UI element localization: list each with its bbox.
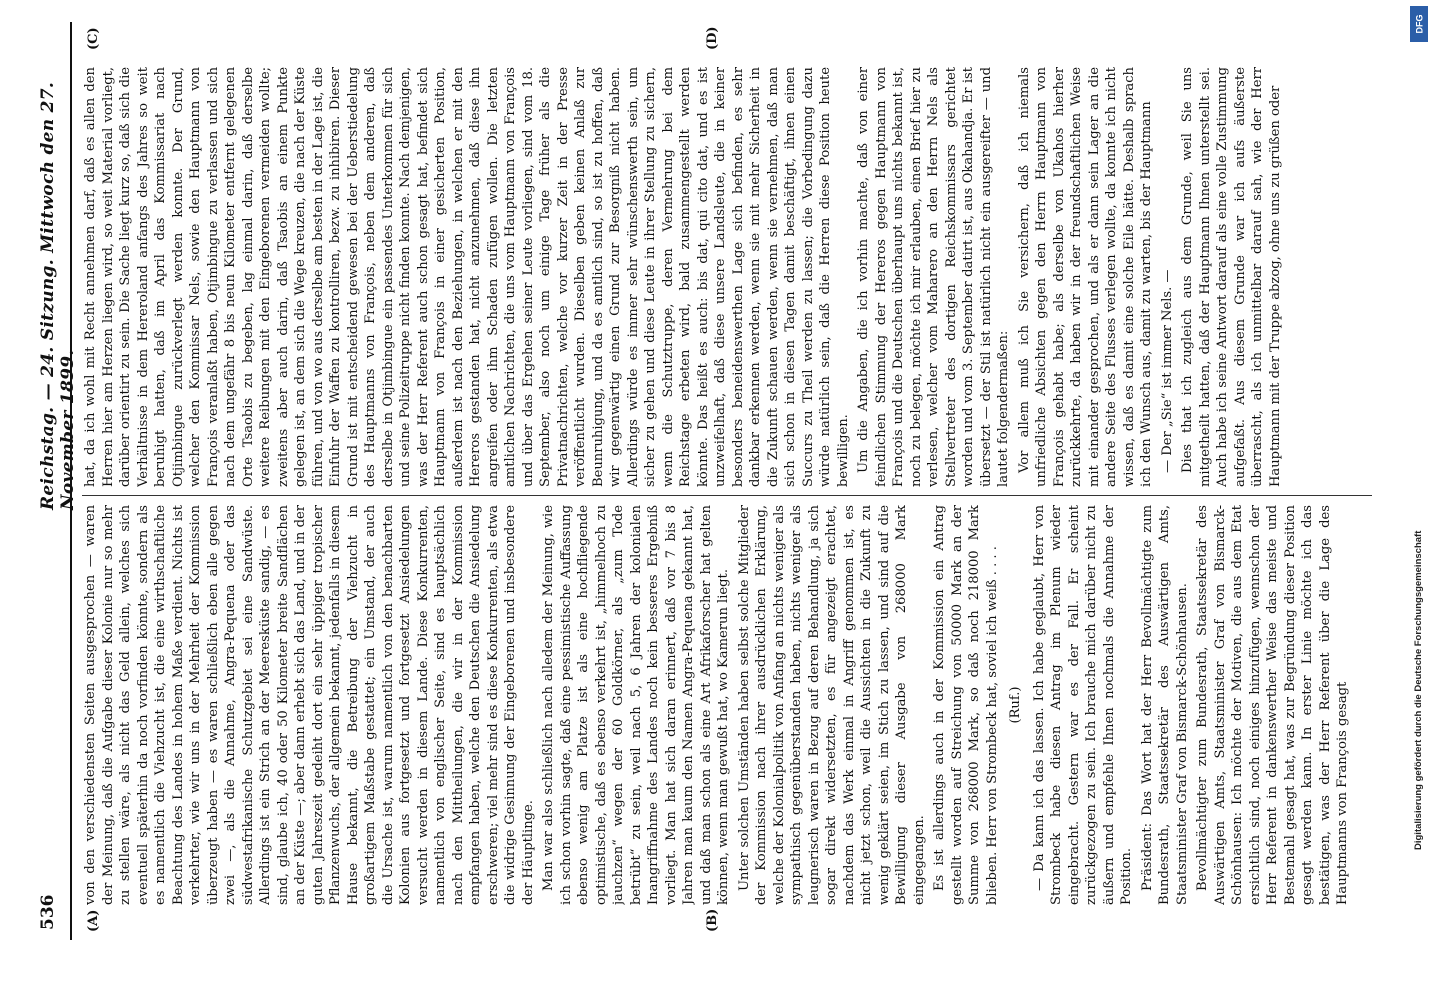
paragraph: hat, da ich wohl mit Recht annehmen darf, daß es allen den Herren hier am Herzen liegen wird, so weit Material vorliegt, darüber orientirt zu sein. Die Sache liegt kurz so, daß sich die Verhältnisse in dem Hereroland anfangs des Jahres so weit beruhigt hatten, daß im April das Kommissariat nach Otjimbingue zurückverlegt werden konnte. Der Grund, welcher den Kommissar Nels, sowie den Hauptmann von François veranlaßt haben, Otjimbingue zu verlassen und sich nach dem ungefähr 8 bis neun Kilometer entfernt gelegenen Orte Tsaobis zu begeben, lag einmal darin, daß derselbe weitere Reibungen mit den Eingeborenen vermeiden wollte; zweitens aber auch darin, daß Tsaobis an einem Punkte gelegen ist, an dem sich die Wege kreuzen, die nach der Küste führen, und von wo aus derselbe am besten in der Lage ist, die Einfuhr der Waffen zu kontrolliren, bezw. zu inhibiren. Dieser Grund ist mit entscheidend gewesen bei der Ueberstiedelung des Hauptmanns von François, neben dem anderen, daß derselbe in Otjimbingue ein passendes Unterkommen für sich und seine Polizeitruppe nicht finden konnte. Nach demjenigen, was der Herr Referent auch schon gesagt hat, befindet sich Hauptmann von François in einer gesicherten Position, außerdem ist nach den Beziehungen, in welchen er mit den Hereros gestanden hat, nicht anzunehmen, daß diese ihn angreifen oder ihm Schaden zufügen wollen. Die letzten amtlichen Nachrichten, die uns vom Hauptmann von François und über das Ergehen seiner Leute vorliegen, sind vom 18. September, also noch um einige Tage früher als die Privatnachrichten, welche vor kurzer Zeit in der Presse veröffentlicht wurden. Dieselben geben keinen Anlaß zur Beunruhigung, und da es amtlich sind, so ist zu hoffen, daß wir gegenwärtig einen Grund zur Besorgniß nicht haben. Allerdings würde es immer sehr wünschenswerth sein, um sicher zu gehen und diese Leute in ihrer Stellung zu sichern, wenn die Schutztruppe, deren Vermehrung bei dem Reichstage erbeten wird, bald zusammengestellt werden könnte. Das heißt es auch: bis dat, qui cito dat, und es ist unzweifelhaft, daß diese unsere Landsleute, die in keiner besonders beneidenswerthen Lage sich befinden, es sehr dankbar erkennen werden, wenn sie mit mehr Sicherheit in die Zukunft schauen werden, wenn sie vernehmen, daß man sich schon in diesen Tagen damit beschäftigt, ihnen einen Succurs zu Theil werden zu lassen; die Vorbedingung dazu würde natürlich sein, daß die Herren diese Position heute bewilligen. xyxy=(83,67,851,487)
session-date: Mittwoch den 27. November 1899. xyxy=(38,81,78,510)
margin-mark-d: (D) xyxy=(705,26,720,50)
paragraph: Man war also schließlich nach alledem der Meinung, wie ich schon vorhin sagte, daß eine pessimistische Auffassung ebenso wenig am Platze ist als eine hochfliegende optimistische, daß es ebenso verkehrt ist, „himmelhoch zu jauchzen“ wegen der 60 Goldkörner, als „zum Tode betrübt“ zu sein, weil nach 5, 6 Jahren der kolonialen Inangriffnahme des Landes noch kein besseres Ergebniß vorliegt. Man hat sich daran erinnert, daß vor 7 bis 8 Jahren man kaum den Namen Angra-Pequena gekannt hat, und daß man schon als eine Art Afrikaforscher hat gelten können, wenn man gewußt hat, wo Kamerun liegt. xyxy=(541,505,731,905)
digitization-credit xyxy=(1408,90,1430,850)
right-column xyxy=(82,67,1392,487)
editorial-note: — Der „Sie“ ist immer Nels. — xyxy=(1159,269,1175,473)
paragraph: Um die Angaben, die ich vorhin machte, daß von einer feindlichen Stimmung der Hereros gegen Hauptmann von François und die Deutschen überhaupt uns nichts bekannt ist, noch zu belegen, möchte ich mir erlauben, einen Brief hier zu verlesen, welcher vom Maharero an den Herrn Nels als Stellvertreter des dortigen Reichskommissars gerichtet worden und vom 3. September datirt ist, aus Okahandja. Er ist übersetzt — der Stil ist natürlich nicht ein ausgereifter — und lautet folgendermaßen: xyxy=(856,67,1011,487)
digitization-note: Digitalisierung gefördert durch die Deutsche Forschungsgemeinschaft xyxy=(1413,530,1424,850)
paragraph: von den verschiedensten Seiten ausgesprochen — waren der Meinung, daß die Aufgabe dieser Kolonie nur so mehr zu stellen wäre, als nicht das Geld allein, welches sich eventuell späterhin da noch vorfinden könnte, sondern als es namentlich die Viehzucht ist, die eine wirthschaftliche Beachtung des Landes in hohem Maße verdient. Nichts ist verkehrter, wie wir uns in der Mehrheit der Kommission überzeugt haben — es waren schließlich eben alle gegen zwei —, als die Annahme, Angra-Pequena oder das südwestafrikanische Schutzgebiet sei eine Sandwüste. Allerdings ist ein Strich an der Meeresküste sandig, — es sind, glaube ich, 40 oder 50 Kilometer breite Sandflächen an der Küste —; aber dann erhebt sich das Land, und in der guten Jahreszeit gedeiht dort ein sehr üppiger tropischer Pflanzenwuchs, der allgemein bekannt, jedenfalls in diesem Hause bekannt, die Betreibung der Viehzucht in großartigem Maßstabe gestattet; ein Umstand, der auch die Ursache ist, warum namentlich von den benachbarten Kolonien aus fortgesetzt und fortgesetzt Ansiedelungen versucht werden in diesem Lande. Diese Konkurrenten, namentlich von englischer Seite, sind es hauptsächlich nach den Mittheilungen, die wir in der Kommission empfangen haben, welche den Deutschen die Ansiedelung erschweren; viel mehr sind es diese Konkurrenten, als etwa die widrige Gesinnung der Eingeborenen und insbesondere der Häuptlinge. xyxy=(83,505,536,905)
quoted-letter: Dies that ich zugleich aus dem Grunde, weil Sie uns mitgetheilt hatten, daß der Hauptmann Ihnen unterstellt sei. Auch habe ich seine Antwort darauf als eine volle Zustimmung aufgefaßt. Aus diesem Grunde war ich aufs äußerste überrascht, als ich unmittelbar darauf sah, wie der Herr Hauptmann mit der Truppe abzog, ohne uns zu grüßen oder xyxy=(1180,67,1283,487)
speaker-paragraph: Präsident: Das Wort hat der Herr Bevollmächtigte zum Bundesrath, Staatssekretär des Auswärtigen Amts, Staatsminister Graf von Bismarck-Schönhausen. xyxy=(1139,505,1190,905)
speaker-paragraph: Bevollmächtigter zum Bundesrath, Staatssekretär des Auswärtigen Amts, Staatsminister Graf von Bismarck-Schönhausen: Ich möchte der Motiven, die aus dem Etat ersichtlich sind, noch einiges hinzufügen, wennschon der Herr Referent in dankenswerther Weise das meiste und Bestemahl gesagt hat, was zur Begründung dieser Position gesagt werden kann. In erster Linie möchte ich das bestätigen, was der Herr Referent über die Lage des Hauptmanns von François gesagt xyxy=(1195,505,1350,905)
paragraph: — Da kann ich das lassen. Ich habe geglaubt, Herr von Strombeck habe diesen Antrag im Plenum wieder eingebracht. Gestern war es der Fall. Er scheint zurückgezogen zu sein. Ich brauche mich darüber nicht zu äußern und empfehle Ihnen nochmals die Annahme der Position. xyxy=(1031,505,1134,905)
quoted-letter: Vor allem muß ich Sie versichern, daß ich niemals unfriedliche Absichten gegen den Herrn Hauptmann von François gehabt habe; als derselbe von Ukahos hierher zurückkehrte, da haben wir in der freundschaftlichen Weise mit einander gesprochen, und als er dann sein Lager an die andere Seite des Flusses verlegen wollte, da konnte ich nicht wissen, daß es damit eine solche Eile hätte. Deshalb sprach ich den Wunsch aus, damit zu warten, bis der Hauptmann xyxy=(1016,67,1154,487)
margin-mark-a: (A) xyxy=(86,909,101,932)
column-divider xyxy=(82,495,1372,496)
running-title xyxy=(38,30,78,510)
paragraph: Es ist allerdings auch in der Kommission ein Antrag gestellt worden auf Streichung von 50000 Mark an der Summe von 268000 Mark, so daß noch 218000 Mark blieben. Herr von Strombeck hat, soviel ich weiß . . . . xyxy=(932,505,1000,905)
session-title: Reichstag. — 24. Sitzung. xyxy=(38,259,58,510)
left-column xyxy=(82,505,1392,905)
interjection: (Ruf.) xyxy=(1008,686,1023,724)
margin-mark-c: (C) xyxy=(86,27,101,50)
header-rule xyxy=(70,22,72,940)
margin-mark-b: (B) xyxy=(705,908,720,932)
dfg-logo: DFG xyxy=(1410,6,1428,42)
page-number: 536 xyxy=(38,894,58,930)
paragraph: Unter solchen Umständen haben selbst solche Mitglieder der Kommission nach ihrer ausdrücklichen Erklärung, welche der Kolonialpolitik von Anfang an nichts weniger als sympathisch gegenüberstanden haben, nichts weniger als leugnerisch waren in Bezug auf deren Behandlung, ja sich sogar direkt widersetzten, es für angezeigt erachtet, nachdem das Werk einmal in Angriff genommen ist, es nicht jetzt schon, weil die Aussichten in die Zukunft zu wenig geklärt seien, im Stich zu lassen, und sind auf die Bewilligung dieser Ausgabe von 268000 Mark eingegangen. xyxy=(736,505,927,905)
page-header xyxy=(38,30,78,930)
